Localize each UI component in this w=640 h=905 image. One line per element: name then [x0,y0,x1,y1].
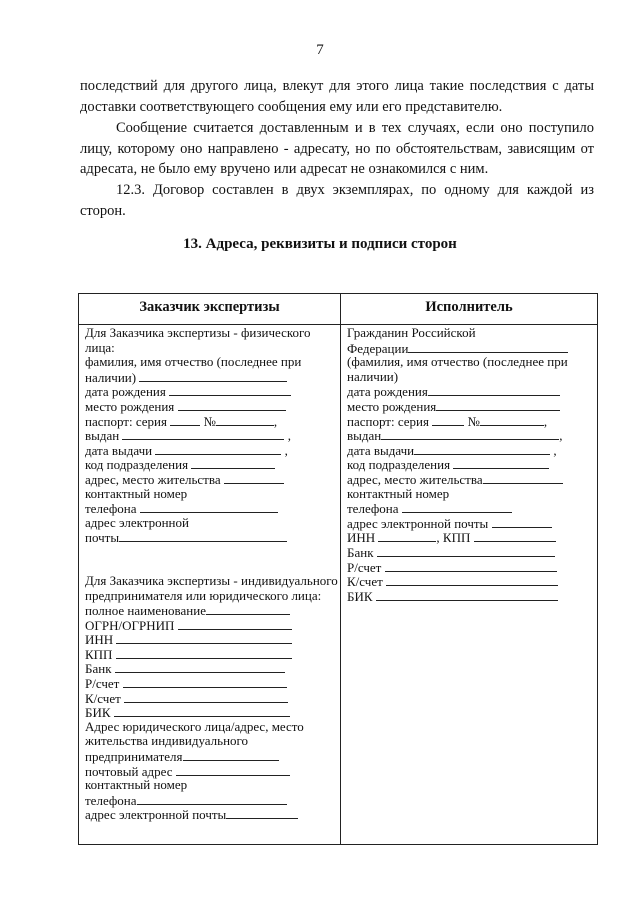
fio-label: фамилия, имя отчество (последнее при [85,354,302,370]
email-field: почты [85,530,337,545]
phys-person-title: Для Заказчика экспертизы - физического [85,325,311,340]
fio-field: наличии) [85,370,337,385]
full-name-blank [206,603,290,615]
legal-address-blank [183,749,279,761]
ogrn-blank [178,618,292,630]
legal-address-label-cont: жительства индивидуального [85,733,249,749]
contractor-contact-label: контактный номер [347,485,450,501]
section-title: 13. Адреса, реквизиты и подписи сторон [183,236,457,252]
requisites-table [78,293,598,845]
issue-date-blank [155,443,281,455]
phone-blank [140,501,278,513]
kpp-blank [116,647,292,659]
passport-number-blank [216,414,274,426]
birth-date-field: дата рождения [85,384,337,399]
contractor-inn-kpp-field: ИНН , КПП [347,530,595,545]
contractor-email-field: адрес электронной почты [347,516,595,531]
bank-field: Банк [85,661,337,676]
customer-column [85,326,337,822]
contractor-column-header: Исполнитель [425,299,513,315]
column-divider [340,294,341,844]
passport-series-blank [170,414,200,426]
inn-blank [116,632,292,644]
issue-date-field: дата выдачи , [85,442,288,458]
contractor-birth-place-blank [436,399,560,411]
contractor-issued-blank [381,428,559,440]
contractor-email-blank [492,516,552,528]
contractor-issue-date-blank [414,443,550,455]
post-address-blank [176,764,290,776]
dept-code-field: код подразделения [85,457,337,472]
contractor-phone-blank [402,501,512,513]
contractor-issue-date-field: дата выдачи , [347,442,557,458]
contractor-bank-blank [377,545,555,557]
org-email-blank [226,807,298,819]
contact-label: контактный номер [85,485,188,501]
legal-address-label: Адрес юридического лица/адрес, место [85,718,304,734]
contractor-issued-field: выдан , [347,428,563,444]
customer-column-header: Заказчик экспертизы [139,299,280,315]
contractor-ks-blank [386,574,558,586]
email-label: адрес электронной [85,514,189,530]
birth-date-blank [169,384,291,396]
email-blank [119,530,287,542]
phys-person-title-cont: лица: [85,339,115,355]
org-phone-field: телефона [85,793,337,808]
bik-blank [114,705,290,717]
contractor-bik-field: БИК [347,589,595,604]
dept-code-blank [191,457,275,469]
post-address-field: почтовый адрес [85,764,337,779]
contractor-dept-code-blank [453,457,549,469]
kpp-field: КПП [85,647,337,662]
org-title: Для Заказчика экспертизы - индивидуального [85,572,338,588]
contractor-birth-date-blank [428,384,560,396]
paragraph-12-3: 12.3. Договор составлен в двух экземплярах, по одному для каждой из сторон. [80,182,594,219]
fio-blank [139,370,287,382]
contractor-rs-field: Р/счет [347,560,595,575]
bik-field: БИК [85,705,337,720]
issued-field: выдан , [85,428,291,444]
contractor-passport-field: паспорт: серия № , [347,413,548,429]
contractor-bik-blank [376,589,558,601]
citizen-blank [408,341,568,353]
contractor-fio-label: (фамилия, имя отчество (последнее при [347,354,568,370]
address-blank [224,472,284,484]
contractor-address-blank [483,472,563,484]
paragraph-delivery: Сообщение считается доставленным и в тех случаях, если оно поступило лицу, которому оно направлено - адресату, но по обстоятельствам, зависящим от адресата, не было ему вручено или адресат не ознакомился с ним. [80,120,594,177]
page-number: 7 [316,42,324,58]
contractor-passport-series-blank [432,414,464,426]
ogrn-field: ОГРН/ОГРНИП [85,618,337,633]
phone-field: телефона [85,501,337,516]
address-field: адрес, место жительства [85,472,337,487]
contractor-column [347,326,595,603]
contractor-bank-field: Банк [347,545,595,560]
birth-place-field: место рождения [85,399,337,414]
org-email-field: адрес электронной почты [85,807,337,822]
citizen-field: Федерации [347,341,595,356]
paragraph-continuation: последствий для другого лица, влекут для этого лица такие последствия с даты доставки соответствующего сообщения ему или его представителю. [80,78,594,115]
ks-field: К/счет [85,691,337,706]
ks-blank [124,691,288,703]
contractor-rs-blank [385,560,557,572]
full-name-field: полное наименование [85,603,337,618]
contractor-address-field: адрес, место жительства [347,472,595,487]
org-phone-blank [137,793,287,805]
contractor-dept-code-field: код подразделения [347,457,595,472]
legal-address-field: предпринимателя [85,749,337,764]
rs-field: Р/счет [85,676,337,691]
issued-blank [122,428,284,440]
contractor-fio-cont: наличии) [347,368,399,384]
contractor-ks-field: К/счет [347,574,595,589]
contractor-passport-number-blank [480,414,544,426]
org-title-cont: предпринимателя или юридического лица: [85,587,322,603]
contractor-inn-blank [378,530,436,542]
contractor-birth-date-field: дата рождения [347,384,595,399]
rs-blank [123,676,287,688]
citizen-label: Гражданин Российской [347,325,476,340]
org-contact-label: контактный номер [85,777,188,793]
inn-field: ИНН [85,632,337,647]
contractor-kpp-blank [474,530,556,542]
birth-place-blank [178,399,286,411]
contractor-birth-place-field: место рождения [347,399,595,414]
contractor-phone-field: телефона [347,501,595,516]
passport-field: паспорт: серия № , [85,413,278,429]
bank-blank [115,661,285,673]
